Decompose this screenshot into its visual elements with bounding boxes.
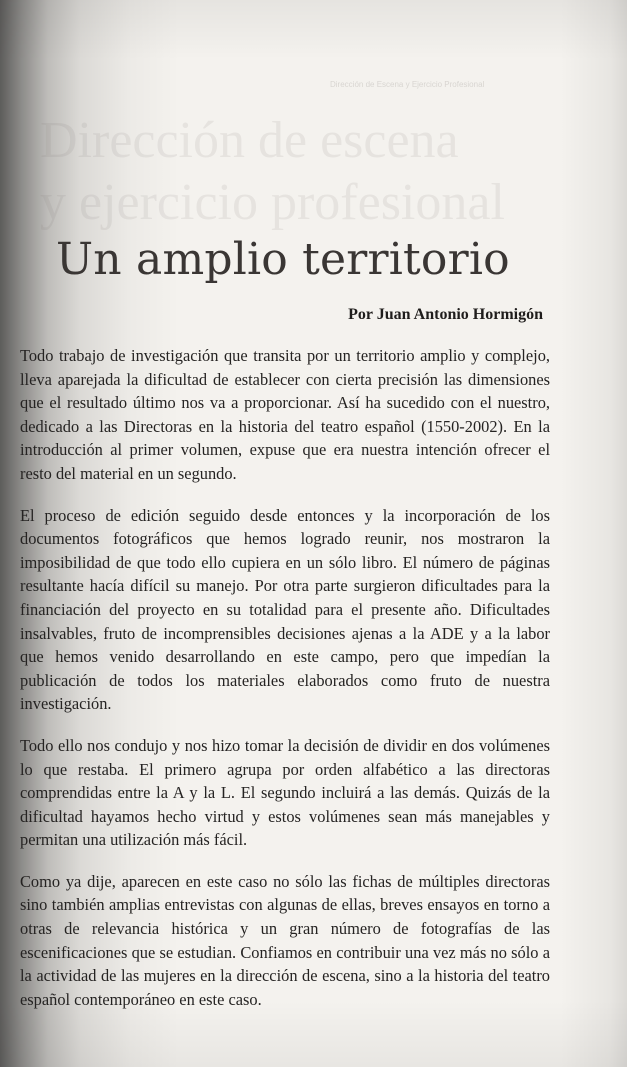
paragraph-4: Como ya dije, aparecen en este caso no sólo las fichas de múltiples directoras sino también amplias entrevistas con algunas de ellas, breves ensayos en torno a otras de relevancia histórica y un gran número de fotografías de las escenificaciones que se estudian. Confiamos en contribuir una vez más no sólo a la actividad de las mujeres en la dirección de escena, sino a la historia del teatro español contemporáneo en este caso. (20, 871, 550, 1009)
article-body (20, 344, 550, 1029)
show-through-running-header: Dirección de Escena y Ejercicio Profesional (330, 80, 485, 89)
article-title: Un amplio territorio (56, 234, 510, 285)
show-through-title-line-1: Dirección de escena (40, 112, 459, 169)
show-through-title-line-2: y ejercicio profesional (40, 174, 505, 231)
show-through-title (40, 110, 600, 234)
paragraph-3: Todo ello nos condujo y nos hizo tomar la decisión de dividir en dos volúmenes lo que restaba. El primero agrupa por orden alfabético a las directoras comprendidas entre la A y la L. El segundo incluirá a las demás. Quizás de la dificultad hayamos hecho virtud y estos volúmenes sean más manejables y permitan una utilización más fácil. (20, 735, 550, 850)
paragraph-2: El proceso de edición seguido desde entonces y la incorporación de los documentos fotográficos que hemos logrado reunir, nos mostraron la imposibilidad de que todo ello cupiera en un sólo libro. El número de páginas resultante hacía difícil su manejo. Por otra parte surgieron dificultades para la financiación del proyecto en su totalidad para el presente año. Dificultades insalvables, fruto de incomprensibles decisiones ajenas a la ADE y a la labor que hemos venido desarrollando en este campo, pero que impedían la publicación de todos los materiales elaborados como fruto de nuestra investigación. (20, 505, 550, 714)
paragraph-1: Todo trabajo de investigación que transita por un territorio amplio y complejo, lleva aparejada la dificultad de establecer con cierta precisión las dimensiones que el resultado último nos va a proporcionar. Así ha sucedido con el nuestro, dedicado a las Directoras en la historia del teatro español (1550-2002). En la introducción al primer volumen, expuse que era nuestra intención ofrecer el resto del material en un segundo. (20, 346, 550, 483)
author-byline: Por Juan Antonio Hormigón (348, 306, 543, 323)
